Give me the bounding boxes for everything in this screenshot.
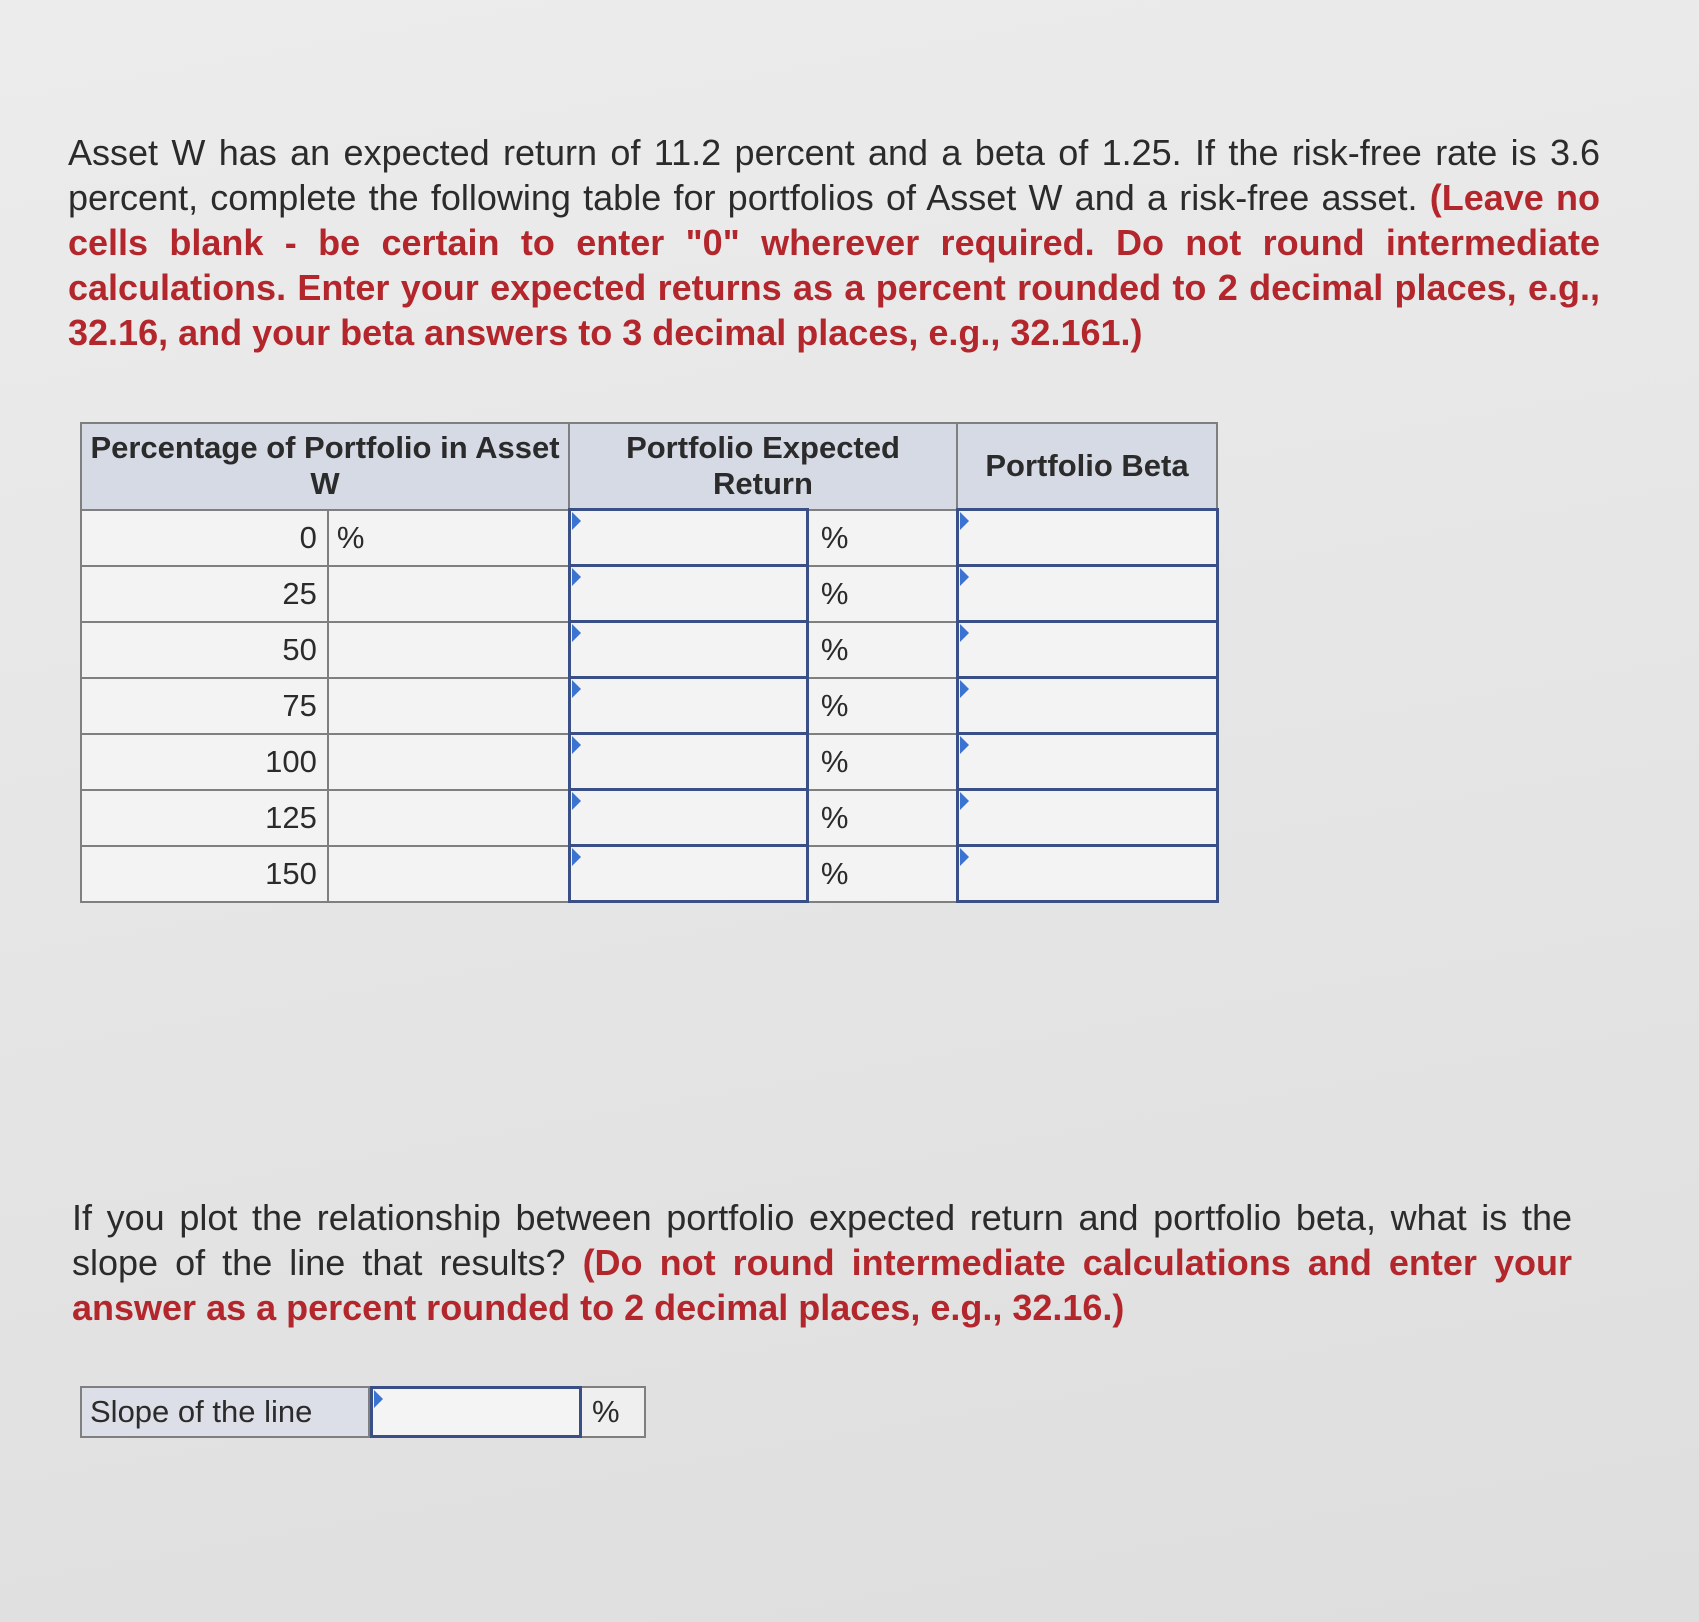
beta-input[interactable] <box>959 679 1216 732</box>
expected-return-input-cell[interactable] <box>569 566 807 622</box>
expected-return-input[interactable] <box>571 791 806 844</box>
question-2-instruction: (Do not round intermediate calculations and enter your answer as a percent rounded to 2 decimal places, e.g., 32.16.) <box>72 1242 1572 1328</box>
expected-return-unit: % <box>807 566 957 622</box>
slope-label: Slope of the line <box>80 1386 370 1438</box>
expected-return-input-cell[interactable] <box>569 734 807 790</box>
expected-return-input[interactable] <box>571 847 806 900</box>
beta-input[interactable] <box>959 735 1216 788</box>
beta-input-cell[interactable] <box>957 790 1217 846</box>
expected-return-unit: % <box>807 622 957 678</box>
percentage-value: 25 <box>81 566 328 622</box>
beta-input-cell[interactable] <box>957 734 1217 790</box>
expected-return-unit: % <box>807 678 957 734</box>
beta-input[interactable] <box>959 567 1216 620</box>
header-portfolio-beta: Portfolio Beta <box>957 423 1217 510</box>
beta-input-cell[interactable] <box>957 678 1217 734</box>
expected-return-input-cell[interactable] <box>569 622 807 678</box>
beta-input-cell[interactable] <box>957 622 1217 678</box>
table-row <box>81 846 1217 902</box>
question-2 <box>72 1195 1572 1330</box>
table-row <box>81 566 1217 622</box>
percentage-value: 75 <box>81 678 328 734</box>
percentage-value: 100 <box>81 734 328 790</box>
expected-return-input[interactable] <box>571 567 806 620</box>
beta-input[interactable] <box>959 847 1216 900</box>
percentage-value: 0 <box>81 510 328 566</box>
beta-input-cell[interactable] <box>957 846 1217 902</box>
beta-input[interactable] <box>959 791 1216 844</box>
percentage-unit: % <box>328 510 569 566</box>
expected-return-input[interactable] <box>571 623 806 676</box>
table-header-row <box>81 423 1217 510</box>
question-1-text: Asset W has an expected return of 11.2 percent and a beta of 1.25. If the risk-free rate is 3.6 percent, complete the following table for portfolios of Asset W and a risk-free asset. <box>68 132 1600 218</box>
beta-input[interactable] <box>959 623 1216 676</box>
slope-answer-row <box>80 1386 646 1438</box>
slope-unit: % <box>582 1386 646 1438</box>
percentage-value: 150 <box>81 846 328 902</box>
header-percentage-in-asset-w: Percentage of Portfolio in Asset W <box>81 423 569 510</box>
percentage-unit-empty <box>328 734 569 790</box>
expected-return-input-cell[interactable] <box>569 510 807 566</box>
expected-return-unit: % <box>807 846 957 902</box>
percentage-value: 50 <box>81 622 328 678</box>
percentage-value: 125 <box>81 790 328 846</box>
expected-return-input-cell[interactable] <box>569 790 807 846</box>
table-row <box>81 734 1217 790</box>
table-row <box>81 510 1217 566</box>
expected-return-input[interactable] <box>571 511 806 564</box>
table-row <box>81 678 1217 734</box>
beta-input-cell[interactable] <box>957 510 1217 566</box>
percentage-unit-empty <box>328 566 569 622</box>
table-row <box>81 790 1217 846</box>
slope-input[interactable] <box>373 1389 579 1435</box>
slope-input-cell[interactable] <box>370 1386 582 1438</box>
expected-return-input-cell[interactable] <box>569 846 807 902</box>
expected-return-input[interactable] <box>571 679 806 732</box>
expected-return-unit: % <box>807 734 957 790</box>
question-1-instruction: (Leave no cells blank - be certain to enter "0" wherever required. Do not round intermediate calculations. Enter your expected returns as a percent rounded to 2 decimal places, e.g., 32.16, and your beta answers to 3 decimal places, e.g., 32.161.) <box>68 177 1600 353</box>
expected-return-input-cell[interactable] <box>569 678 807 734</box>
expected-return-input[interactable] <box>571 735 806 788</box>
question-2-text: If you plot the relationship between portfolio expected return and portfolio beta, what is the slope of the line that results? <box>72 1197 1572 1283</box>
table-row <box>81 622 1217 678</box>
header-portfolio-expected-return: Portfolio Expected Return <box>569 423 957 510</box>
beta-input-cell[interactable] <box>957 566 1217 622</box>
percentage-unit-empty <box>328 622 569 678</box>
portfolio-table <box>80 422 1219 903</box>
beta-input[interactable] <box>959 511 1216 564</box>
expected-return-unit: % <box>807 790 957 846</box>
percentage-unit-empty <box>328 790 569 846</box>
percentage-unit-empty <box>328 846 569 902</box>
expected-return-unit: % <box>807 510 957 566</box>
question-1 <box>68 130 1600 355</box>
percentage-unit-empty <box>328 678 569 734</box>
